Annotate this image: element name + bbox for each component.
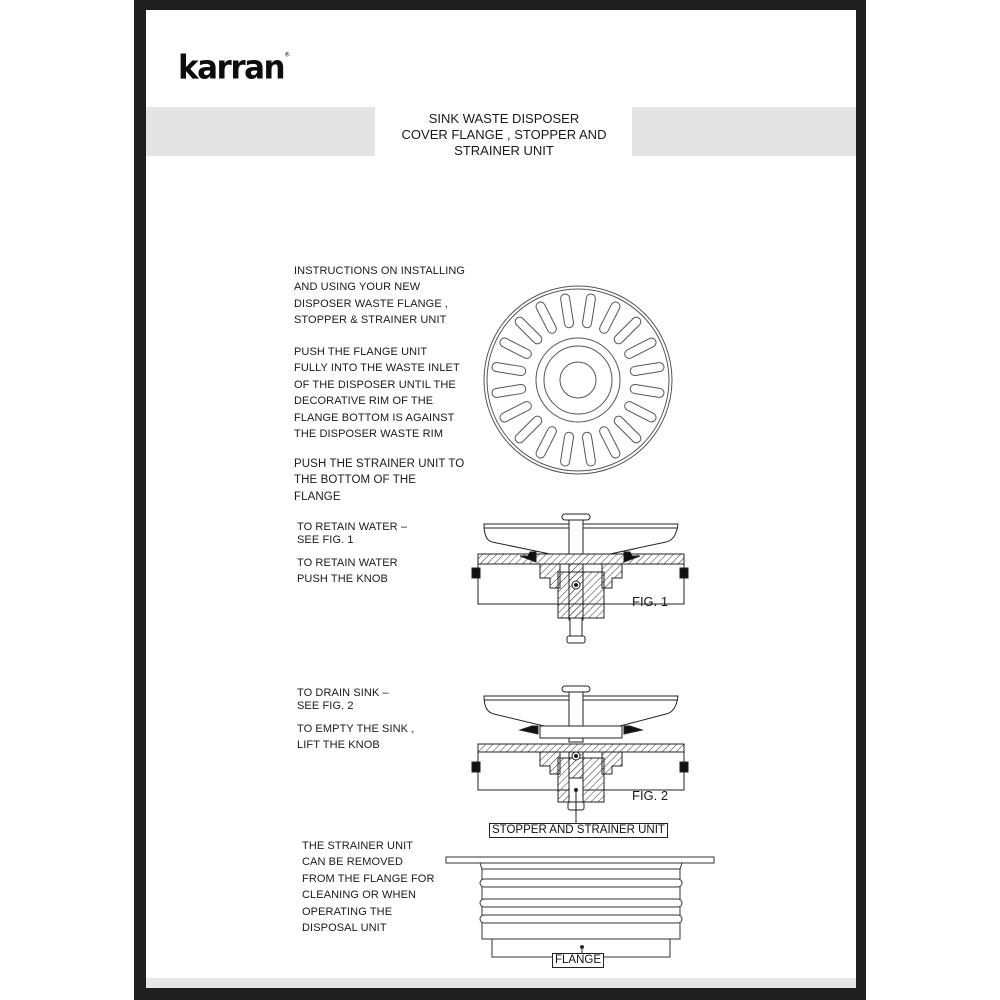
retain-water-instruction: TO RETAIN WATER PUSH THE KNOB bbox=[297, 557, 398, 586]
fig2-label: FIG. 2 bbox=[632, 788, 669, 803]
fig2-drain-sink-diagram bbox=[470, 682, 690, 832]
intro-text: INSTRUCTIONS ON INSTALLING AND USING YOUR NEW DISPOSER WASTE FLANGE , STOPPER & STRAINER UNIT bbox=[294, 265, 466, 327]
flange-callout: FLANGE bbox=[552, 953, 604, 968]
strainer-top-view-diagram bbox=[478, 280, 678, 480]
strainer-removal-note: THE STRAINER UNIT CAN BE REMOVED FROM THE FLANGE FOR CLEANING OR WHEN OPERATING THE DISPOSAL UNIT bbox=[302, 840, 435, 935]
drain-sink-reference: TO DRAIN SINK – SEE FIG. 2 bbox=[297, 687, 389, 712]
drain-sink-instruction: TO EMPTY THE SINK , LIFT THE KNOB bbox=[297, 723, 415, 752]
header-band-right bbox=[632, 107, 856, 156]
header-band-left bbox=[146, 107, 375, 156]
footer-band bbox=[146, 978, 856, 988]
instruction-sheet bbox=[146, 10, 856, 988]
strainer-install-step: PUSH THE STRAINER UNIT TO THE BOTTOM OF THE FLANGE bbox=[294, 458, 465, 503]
fig1-retain-water-diagram bbox=[470, 510, 690, 650]
fig1-label: FIG. 1 bbox=[632, 594, 669, 609]
karran-logo: karran® bbox=[178, 49, 291, 87]
stopper-strainer-callout: STOPPER AND STRAINER UNIT bbox=[489, 823, 668, 838]
retain-water-reference: TO RETAIN WATER – SEE FIG. 1 bbox=[297, 521, 408, 546]
flange-side-view-diagram bbox=[446, 845, 726, 960]
document-title: SINK WASTE DISPOSER COVER FLANGE , STOPPER AND STRAINER UNIT bbox=[401, 111, 607, 158]
flange-install-step: PUSH THE FLANGE UNIT FULLY INTO THE WASTE INLET OF THE DISPOSER UNTIL THE DECORATIVE RIM OF THE FLANGE BOTTOM IS AGAINST THE DISPOSER WASTE RIM bbox=[294, 346, 460, 441]
